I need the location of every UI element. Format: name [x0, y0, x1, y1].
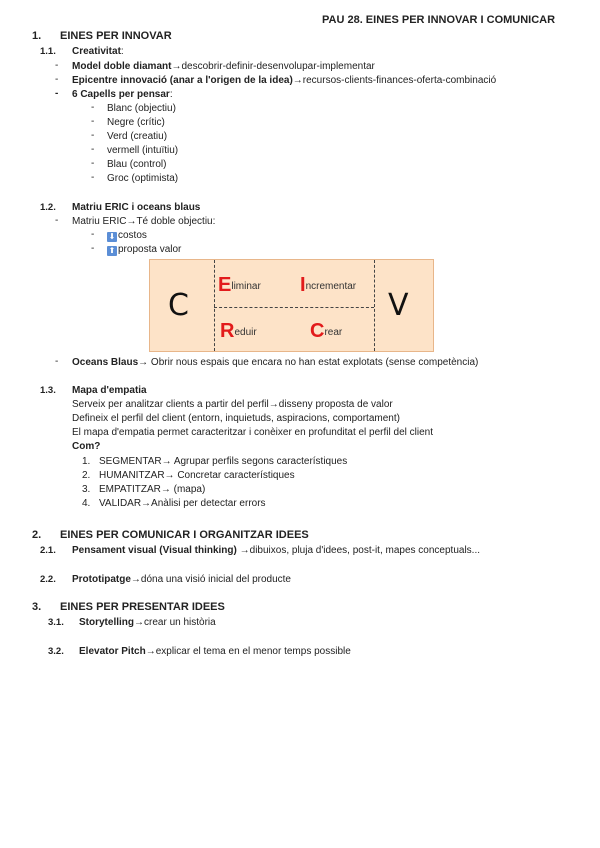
section-2-2-line — [72, 573, 291, 586]
item-text: →crear un història — [134, 617, 216, 628]
item-text: →descobrir-definir-desenvolupar-implementar — [171, 61, 375, 72]
section-1-1-colon: : — [120, 46, 124, 57]
section-2-1-line — [72, 544, 480, 557]
item-text: →recursos-clients-finances-oferta-combinació — [292, 75, 497, 86]
section-2-title: EINES PER COMUNICAR I ORGANITZAR IDEES — [60, 529, 309, 541]
item-bold: Prototipatge — [72, 574, 131, 585]
bullet-dash: - — [91, 243, 95, 254]
section-1-2-number: 1.2. — [40, 202, 56, 213]
eric-cap-letter: I — [300, 274, 306, 296]
step-text: EMPATITZAR→ (mapa) — [99, 484, 206, 495]
item-text: →explicar el tema en el menor temps possible — [145, 646, 351, 657]
section-1-1-number: 1.1. — [40, 46, 56, 57]
eric-word-rest: liminar — [231, 281, 261, 292]
eric-word-rest: ncrementar — [305, 281, 357, 292]
hat-item: Groc (optimista) — [107, 173, 179, 184]
section-2-number: 2. — [32, 529, 42, 541]
com-label: Com? — [72, 441, 101, 452]
bullet-dash: - — [91, 130, 95, 141]
list-item-matriu-eric — [72, 215, 215, 228]
eric-eliminar — [218, 274, 261, 297]
eric-incrementar — [300, 274, 356, 297]
step-text: VALIDAR→Anàlisi per detectar errors — [99, 498, 266, 509]
item-bold: Model doble diamant — [72, 61, 172, 72]
item-bold: Epicentre innovació (anar a l'origen de la idea) — [72, 75, 293, 86]
section-1-3-number: 1.3. — [40, 385, 56, 396]
bullet-dash: - — [91, 102, 95, 113]
eric-word-rest: rear — [324, 327, 343, 338]
section-1-2-title: Matriu ERIC i oceans blaus — [72, 202, 201, 213]
arrow-up-icon: ⬆ — [108, 246, 116, 255]
hat-item: Blau (control) — [107, 159, 167, 170]
bullet-dash: - — [91, 144, 95, 155]
eric-cap-letter: C — [310, 320, 325, 342]
item-bold: Oceans Blaus — [72, 357, 139, 368]
step-text: SEGMENTAR→ Agrupar perfils segons característiques — [99, 456, 348, 467]
item-bold: Pensament visual (Visual thinking) — [72, 545, 237, 556]
section-3-title: EINES PER PRESENTAR IDEES — [60, 601, 225, 613]
item-text: → Obrir nous espais que encara no han estat explotats (sense competència) — [138, 357, 479, 368]
item-bold: Storytelling — [79, 617, 135, 628]
section-1-1-heading — [72, 45, 124, 58]
sub-item-text: proposta valor — [118, 244, 182, 255]
page-title: PAU 28. EINES PER INNOVAR I COMUNICAR — [322, 14, 556, 26]
sub-item-proposta-valor — [107, 243, 181, 256]
hat-item: vermell (intuïtiu) — [107, 145, 179, 156]
list-item-oceans-blaus — [72, 356, 478, 369]
eric-right-letter: V — [388, 288, 409, 323]
eric-crear — [310, 320, 342, 343]
item-text: →Té doble objectiu: — [126, 216, 216, 227]
sub-item-costos — [107, 229, 147, 242]
section-1-number: 1. — [32, 30, 42, 42]
divider-right — [374, 260, 375, 351]
hat-item: Blanc (objectiu) — [107, 103, 176, 114]
item-text: : — [169, 89, 173, 100]
arrow-down-icon: ⬇ — [108, 232, 116, 241]
eric-cap-letter: R — [220, 320, 235, 342]
bullet-dash: - — [91, 116, 95, 127]
eric-left-letter: C — [168, 288, 189, 323]
section-2-2-number: 2.2. — [40, 574, 56, 585]
section-1-3-title: Mapa d'empatia — [72, 385, 147, 396]
bullet-dash: - — [55, 215, 59, 226]
eric-matrix-diagram — [149, 259, 434, 352]
divider-middle — [214, 307, 374, 308]
section-3-number: 3. — [32, 601, 42, 613]
step-text: HUMANITZAR→ Concretar característiques — [99, 470, 295, 481]
item-text: →dóna una visió inicial del producte — [130, 574, 291, 585]
sub-item-text: costos — [118, 230, 147, 241]
step-number: 4. — [82, 498, 91, 509]
hat-item: Negre (crític) — [107, 117, 165, 128]
section-3-2-number: 3.2. — [48, 646, 64, 657]
item-bold: Matriu ERIC — [72, 216, 127, 227]
item-bold: 6 Capells per pensar — [72, 89, 170, 100]
list-item-epicentre — [72, 74, 496, 87]
section-3-2-line — [79, 645, 351, 658]
eric-cap-letter: E — [218, 274, 232, 296]
section-3-1-line — [79, 616, 216, 629]
bullet-dash: - — [55, 60, 59, 71]
list-item-6-capells — [72, 88, 173, 101]
list-item-doble-diamant — [72, 60, 375, 73]
step-number: 3. — [82, 484, 91, 495]
bullet-dash: - — [55, 74, 59, 85]
step-number: 2. — [82, 470, 91, 481]
paragraph-line: Defineix el perfil del client (entorn, inquietuds, aspiracions, comportament) — [72, 413, 400, 424]
eric-reduir — [220, 320, 257, 343]
paragraph-line: El mapa d'empatia permet caracteritzar i conèixer en profunditat el perfil del client — [72, 427, 433, 438]
section-3-1-number: 3.1. — [48, 617, 64, 628]
divider-left — [214, 260, 215, 351]
bullet-dash: - — [55, 88, 59, 99]
step-number: 1. — [82, 456, 91, 467]
bullet-dash: - — [91, 158, 95, 169]
hat-item: Verd (creatiu) — [107, 131, 168, 142]
item-bold: Elevator Pitch — [79, 646, 146, 657]
bullet-dash: - — [91, 229, 95, 240]
bullet-dash: - — [91, 172, 95, 183]
eric-word-rest: eduir — [234, 327, 257, 338]
section-2-1-number: 2.1. — [40, 545, 56, 556]
paragraph-line: Serveix per analitzar clients a partir del perfil→disseny proposta de valor — [72, 399, 393, 410]
section-1-title: EINES PER INNOVAR — [60, 30, 172, 42]
bullet-dash: - — [55, 356, 59, 367]
section-1-1-title: Creativitat — [72, 46, 121, 57]
item-text: →dibuixos, pluja d'idees, post-it, mapes conceptuals... — [236, 545, 481, 556]
